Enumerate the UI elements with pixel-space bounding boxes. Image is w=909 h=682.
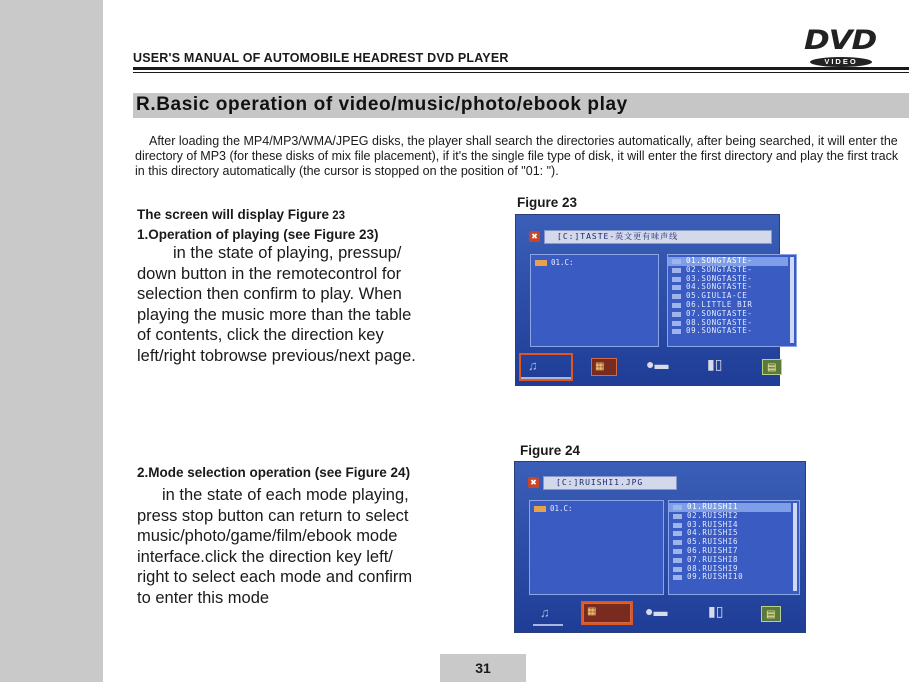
file-name: 08.RUISHI9 [687,563,739,573]
photo-mode-icon[interactable] [591,358,617,376]
figure23-path-suffix: 英文更有味声线 [615,232,679,241]
file-name: 08.SONGTASTE- [686,317,753,327]
figure23-path-main: [C:]TASTE- [557,232,616,241]
music-file-icon [672,303,681,308]
file-name: 06.RUISHI7 [687,545,739,555]
photo-mode-icon[interactable] [583,603,631,623]
figure23-file-panel [667,254,797,347]
disc-icon: ✖ [529,231,540,242]
manual-header-title: USER'S MANUAL OF AUTOMOBILE HEADREST DVD PLAYER [133,51,509,65]
music-file-icon [672,312,681,317]
display-line-text: The screen will display Figure [137,207,330,222]
page-number: 31 [475,660,491,676]
image-file-icon [673,549,682,554]
figure24-file-list [669,503,791,582]
music-mode-glyph: ♫ [540,605,550,620]
file-row[interactable] [669,573,791,582]
film-mode-glyph: ▮▯ [708,603,724,619]
item2-line-1: in the state of each mode playing, [162,486,409,504]
file-name: 03.RUISHI4 [687,519,739,529]
figure24-path-bar [543,476,677,490]
scrollbar[interactable] [790,257,794,343]
item2-line-5: right to select each mode and confirm [137,568,413,586]
figure23-file-list [668,257,788,336]
item2-line-4: interface.click the direction key left/ [137,547,393,566]
section-title: R.Basic operation of video/music/photo/ebook play [136,94,628,115]
figure23-dir-row[interactable] [535,258,574,267]
item1-line-4: playing the music more than the table [137,305,412,324]
figure24-dir-label: 01.C: [550,504,573,513]
figure24-dir-panel [529,500,664,595]
image-file-icon [673,567,682,572]
file-name: 07.SONGTASTE- [686,308,753,318]
disc-icon: ✖ [528,477,539,488]
image-file-icon [673,540,682,545]
file-name: 03.SONGTASTE- [686,273,753,283]
music-file-icon [672,294,681,299]
photo-mode-glyph: ▦ [595,361,605,372]
display-figure-line [137,207,345,222]
image-file-icon [673,558,682,563]
game-mode-icon[interactable] [644,355,672,377]
item2-line-6: to enter this mode [137,588,270,607]
music-file-icon [672,321,681,326]
film-mode-icon[interactable] [702,602,730,624]
music-mode-glyph: ♫ [528,358,538,373]
page-number-box [440,654,526,682]
folder-icon [535,260,547,266]
item1-line-6: left/right tobrowse previous/next page. [137,346,416,365]
file-name: 04.RUISHI5 [687,528,739,538]
item2-line-2: press stop button can return to select [137,506,409,525]
file-name: 04.SONGTASTE- [686,282,753,292]
file-name: 01.RUISHI1 [687,502,739,511]
file-row[interactable] [668,327,788,336]
file-name: 02.RUISHI2 [687,510,739,520]
item1-line-3: selection then confirm to play. When [137,285,402,303]
music-file-icon [672,329,681,334]
file-name: 09.SONGTASTE- [686,326,753,336]
display-line-figure-number: 23 [329,210,346,222]
photo-mode-glyph: ▦ [587,606,597,617]
music-file-icon [672,285,681,290]
item1-heading: 1.Operation of playing (see Figure 23) [137,227,379,242]
music-mode-icon[interactable] [533,602,563,626]
figure23-mode-bar [516,355,779,381]
figure24-mode-bar [515,602,805,628]
music-mode-icon[interactable] [521,355,571,379]
header-rule-thin [133,72,909,73]
ebook-mode-glyph: ▤ [767,362,777,373]
item1-line-2: down button in the remotecontrol for [137,264,402,283]
music-file-icon [672,259,681,264]
figure23-path [557,231,678,243]
header-rule [133,67,909,70]
figure24-file-panel [668,500,800,595]
music-file-icon [672,268,681,273]
film-mode-icon[interactable] [701,355,729,377]
file-name: 05.RUISHI6 [687,537,739,547]
dvd-logo-text: DVD [804,25,877,56]
image-file-icon [673,514,682,519]
image-file-icon [673,505,682,510]
figure23-dir-label: 01.C: [551,258,574,267]
figure24-path: [C:]RUISHI1.JPG [556,478,644,487]
figure23-dir-panel [530,254,659,347]
figure24-screen [514,461,806,633]
scrollbar[interactable] [793,503,797,591]
file-name: 07.RUISHI8 [687,554,739,564]
folder-icon [534,506,546,512]
figure23-screen [515,214,780,386]
item1-line-5: of contents, click the direction key [137,326,384,344]
ebook-mode-glyph: ▤ [766,609,776,620]
figure24-caption: Figure 24 [520,443,581,458]
file-name: 02.SONGTASTE- [686,264,753,274]
item2-line-3: music/photo/game/film/ebook mode [137,527,398,545]
game-mode-glyph: ●▬ [646,356,669,372]
ebook-mode-icon[interactable] [761,606,781,622]
game-mode-glyph: ●▬ [645,603,668,619]
image-file-icon [673,523,682,528]
image-file-icon [673,575,682,580]
page-margin-strip [0,0,103,682]
item1-line-1: in the state of playing, pressup/ [173,244,402,262]
video-logo-text: VIDEO [810,57,872,67]
music-file-icon [672,277,681,282]
file-name: 01.SONGTASTE- [686,256,753,265]
file-name: 05.GIULIA-CE [686,291,748,301]
intro-paragraph: After loading the MP4/MP3/WMA/JPEG disks, the player shall search the directories automatically, after being searched, it will enter the directory of MP3 (for these disks of mix file placement), if it's the single file type of disk, it will enter the first directory and play the first track in this directory automatically (the cursor is stopped on the position of "01: "). [135,134,899,178]
file-name: 09.RUISHI10 [687,572,744,582]
figure23-path-bar [544,230,772,244]
dvd-video-logo [798,25,882,68]
ebook-mode-icon[interactable] [762,359,782,375]
game-mode-icon[interactable] [643,602,671,624]
figure23-caption: Figure 23 [517,195,578,210]
item2-heading: 2.Mode selection operation (see Figure 24) [137,465,411,480]
image-file-icon [673,531,682,536]
file-name: 06.LITTLE BIR [686,299,753,309]
figure24-dir-row[interactable] [534,504,573,513]
film-mode-glyph: ▮▯ [707,356,723,372]
